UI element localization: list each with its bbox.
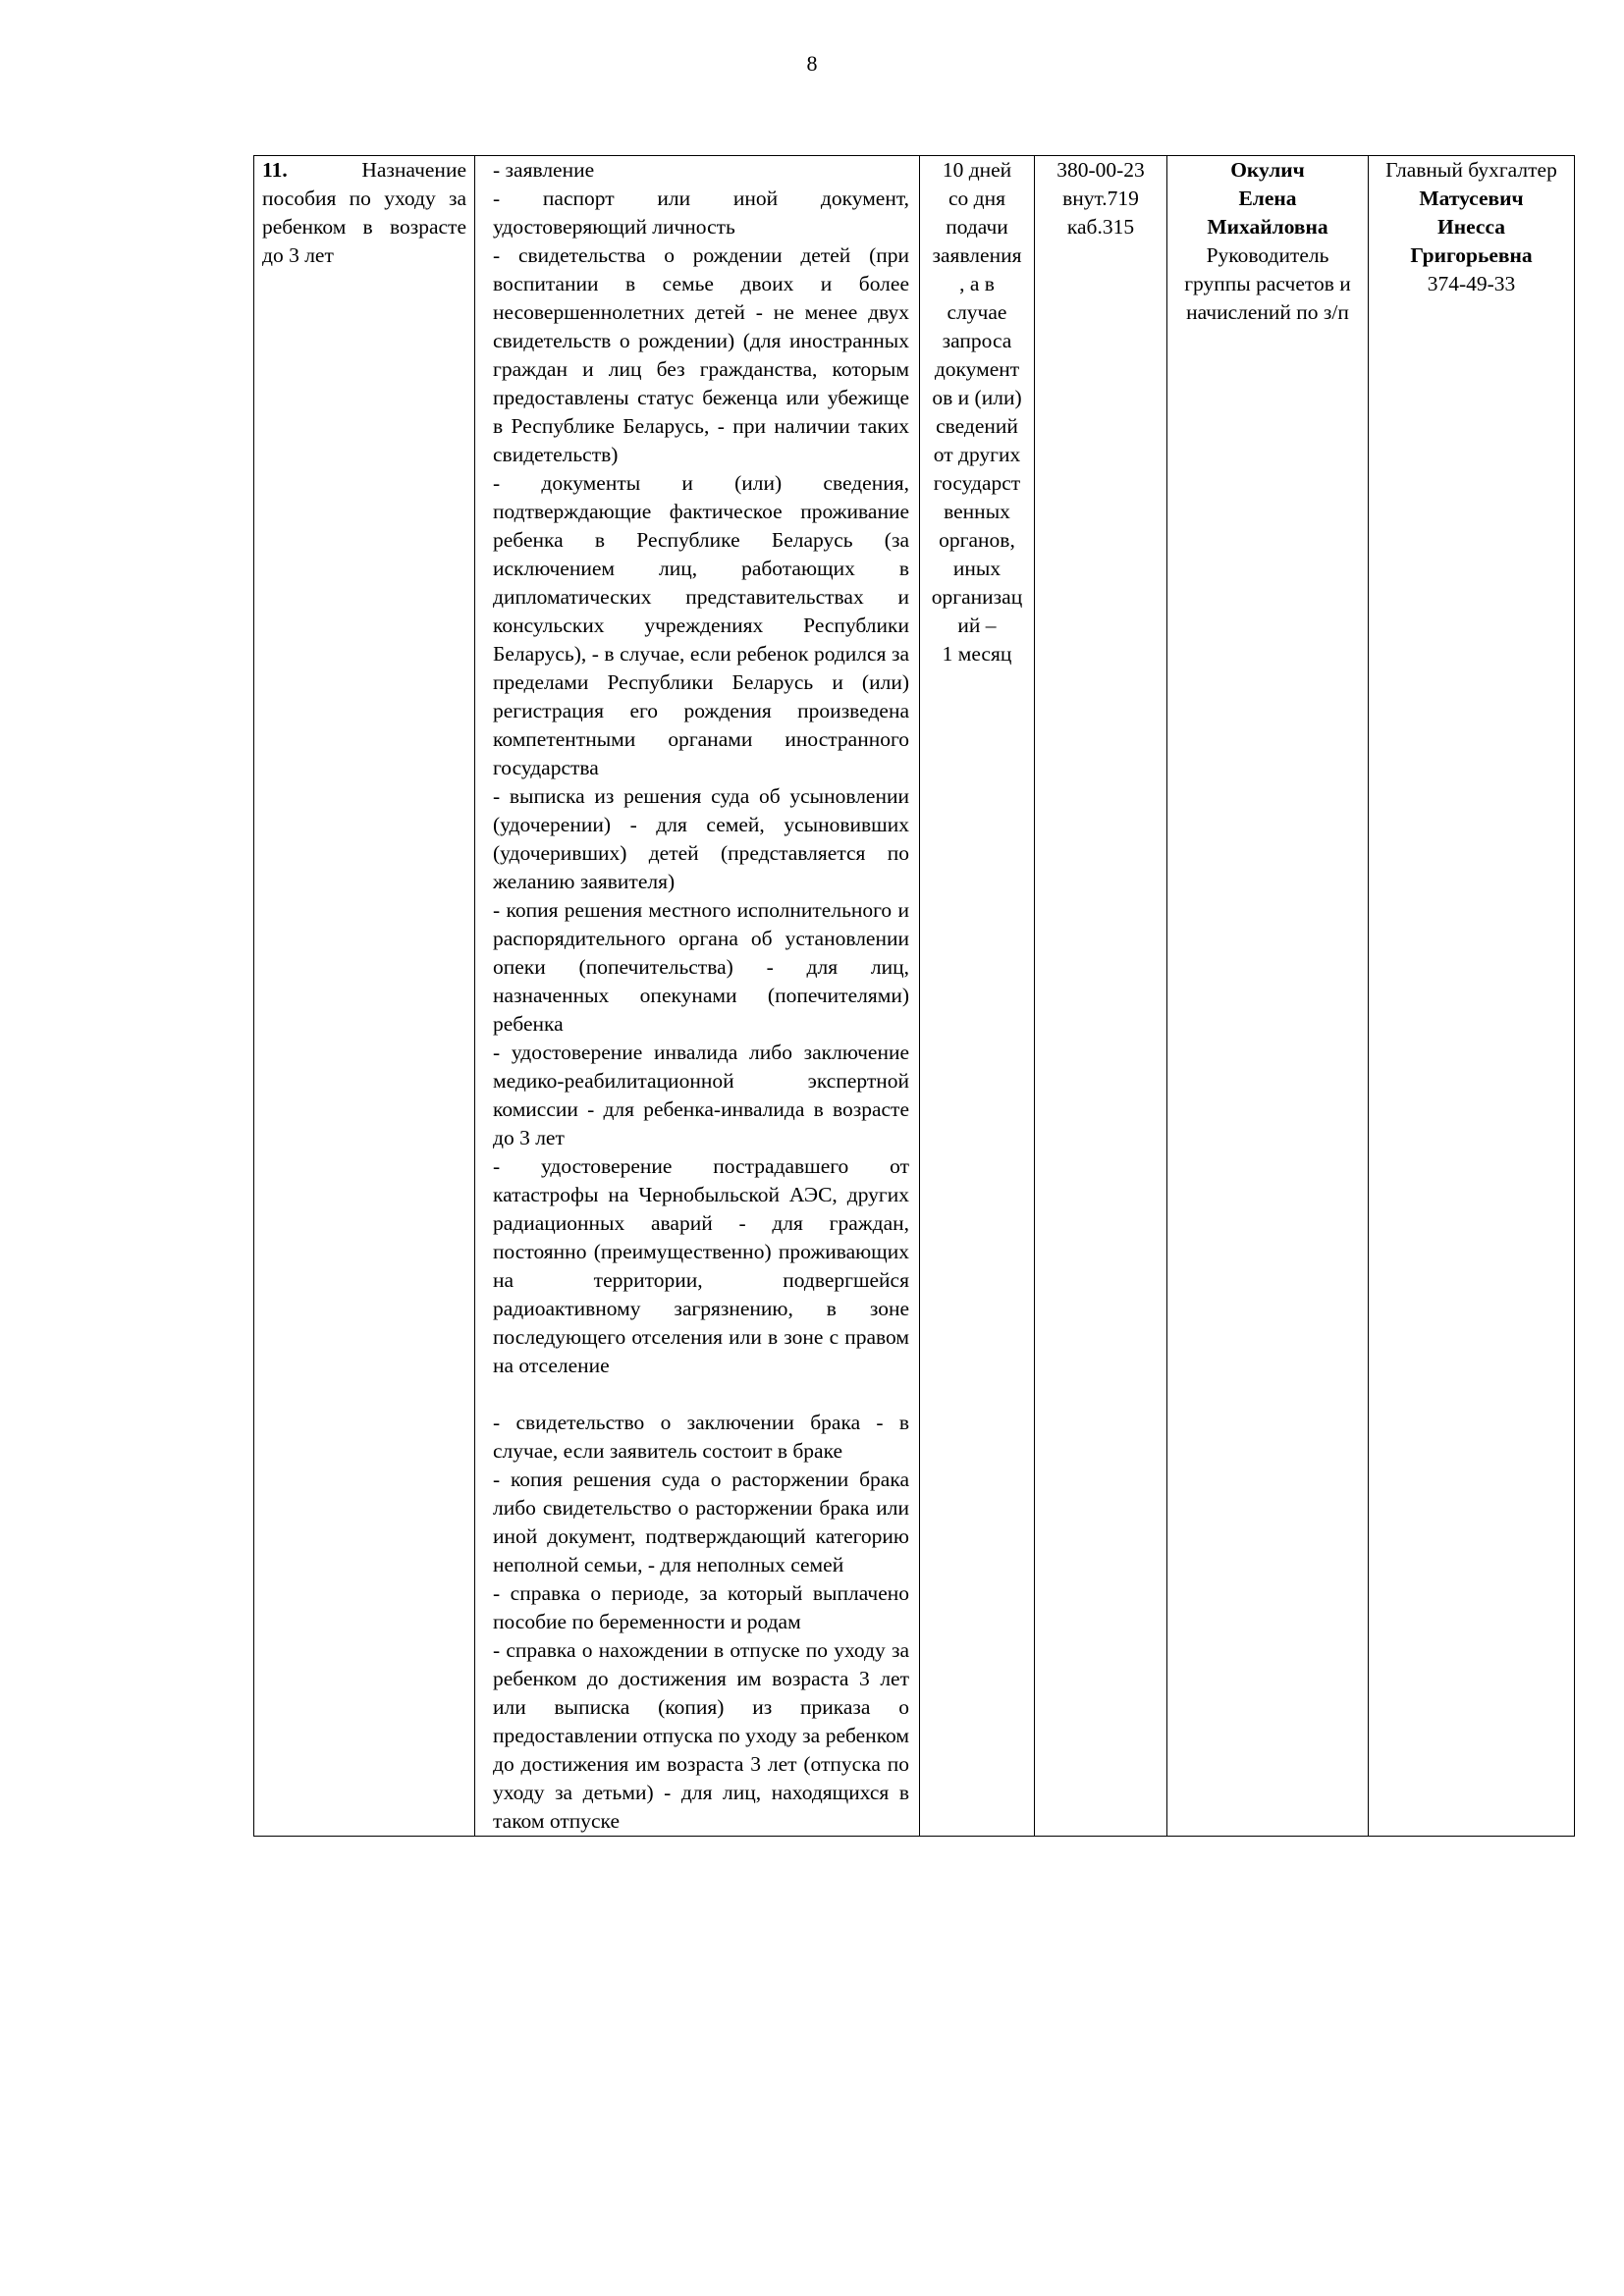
term-text bbox=[922, 156, 1032, 668]
term-line: случае bbox=[947, 300, 1007, 324]
term-line: заявления bbox=[932, 243, 1022, 267]
document-item: - удостоверение пострадавшего от катастрофы на Чернобыльской АЭС, других радиационных аварий - для граждан, постоянно (преимущественно) проживающих на территории, подвергшейся радиоактивному загрязнению, в зоне последующего отселения или в зоне с правом на отселение bbox=[493, 1154, 909, 1377]
document-item: - выписка из решения суда об усыновлении (удочерении) - для семей, усыновивших (удочеривших) детей (представляется по желанию заявителя) bbox=[493, 784, 909, 893]
procedures-table bbox=[253, 155, 1575, 1837]
document-item: - свидетельства о рождении детей (при воспитании в семье двоих и более несовершеннолетних детей - не менее двух свидетельств о рождении) (для иностранных граждан и лиц без гражданства, которым предоставлены статус беженца или убежище в Республике Беларусь, - при наличии таких свидетельств) bbox=[493, 243, 909, 466]
term-line: от других bbox=[933, 443, 1021, 466]
substitute-first-name: Инесса bbox=[1436, 215, 1505, 239]
responsible-first-name: Елена bbox=[1238, 187, 1297, 210]
document-item: - справка о нахождении в отпуске по уходу за ребенком до достижения им возраста 3 лет или выписка (копия) из приказа о предоставлении отпуска по уходу за ребенком до достижения им возраста 3 лет (отпуска по уходу за детьми) - для лиц, находящихся в таком отпуске bbox=[493, 1638, 909, 1833]
responsible-surname: Окулич bbox=[1230, 158, 1305, 182]
term-line: ов и (или) bbox=[932, 386, 1022, 409]
document-item: - документы и (или) сведения, подтверждающие фактическое проживание ребенка в Республике Беларусь (за исключением лиц, работающих в дипломатических представительствах и консульских учреждениях Республики Беларусь), - в случае, если ребенок родился за пределами Республики Беларусь и (или) регистрация его рождения произведена компетентными органами иностранного государства bbox=[493, 471, 909, 779]
term-line: , а в bbox=[959, 272, 995, 295]
substitute-surname: Матусевич bbox=[1419, 187, 1524, 210]
responsible-position-line3: начислений по з/п bbox=[1186, 300, 1349, 324]
table-row bbox=[254, 156, 1575, 1837]
documents-cell bbox=[475, 156, 920, 1837]
document-item: - копия решения местного исполнительного и распорядительного органа об установлении опеки (попечительства) - для лиц, назначенных опекунами (попечителями) ребенка bbox=[493, 898, 909, 1036]
term-line: документ bbox=[934, 357, 1020, 381]
responsible-position-line2: группы расчетов и bbox=[1184, 272, 1351, 295]
procedure-cell bbox=[254, 156, 475, 1837]
substitute-position: Главный бухгалтер bbox=[1385, 158, 1557, 182]
term-line: подачи bbox=[946, 215, 1008, 239]
item-number: 11. bbox=[262, 158, 288, 182]
term-cell bbox=[920, 156, 1035, 1837]
document-item: - заявление bbox=[493, 158, 595, 182]
document-item: - паспорт или иной документ, удостоверяющий личность bbox=[493, 187, 909, 239]
substitute-phone: 374-49-33 bbox=[1427, 272, 1516, 295]
term-line: государст bbox=[933, 471, 1021, 495]
contact-extension: внут.719 bbox=[1062, 187, 1139, 210]
contact-room: каб.315 bbox=[1066, 215, 1135, 239]
document-item: - справка о периоде, за который выплачено пособие по беременности и родам bbox=[493, 1581, 909, 1633]
document-item: - копия решения суда о расторжении брака либо свидетельство о расторжении брака или иной документ, подтверждающий категорию неполной семьи, - для неполных семей bbox=[493, 1468, 909, 1576]
responsible-position-line1: Руководитель bbox=[1206, 243, 1329, 267]
document-item: - свидетельство о заключении брака - в случае, если заявитель состоит в браке bbox=[493, 1411, 909, 1463]
responsible-patronymic: Михайловна bbox=[1207, 215, 1328, 239]
term-line: организац bbox=[931, 585, 1023, 609]
documents-list-main bbox=[493, 156, 909, 1380]
document-item: - удостоверение инвалида либо заключение медико-реабилитационной экспертной комиссии - для ребенка-инвалида в возрасте до 3 лет bbox=[493, 1041, 909, 1149]
term-line: венных bbox=[944, 500, 1010, 523]
substitute-patronymic: Григорьевна bbox=[1410, 243, 1533, 267]
term-line: запроса bbox=[942, 329, 1012, 352]
procedure-name: Назначение пособия по уходу за ребенком в возрасте до 3 лет bbox=[262, 158, 466, 267]
page-number: 8 bbox=[806, 51, 818, 76]
substitute-cell bbox=[1369, 156, 1575, 1837]
term-line: 10 дней bbox=[942, 158, 1012, 182]
contact-cell bbox=[1035, 156, 1167, 1837]
term-line: ий – bbox=[957, 614, 997, 637]
term-line: сведений bbox=[936, 414, 1018, 438]
term-line: иных bbox=[952, 557, 1001, 580]
term-line: со дня bbox=[947, 187, 1005, 210]
term-line: органов, bbox=[939, 528, 1015, 552]
contact-phone: 380-00-23 bbox=[1056, 158, 1145, 182]
documents-list-family bbox=[493, 1409, 909, 1836]
responsible-cell bbox=[1167, 156, 1369, 1837]
term-line: 1 месяц bbox=[942, 642, 1012, 666]
